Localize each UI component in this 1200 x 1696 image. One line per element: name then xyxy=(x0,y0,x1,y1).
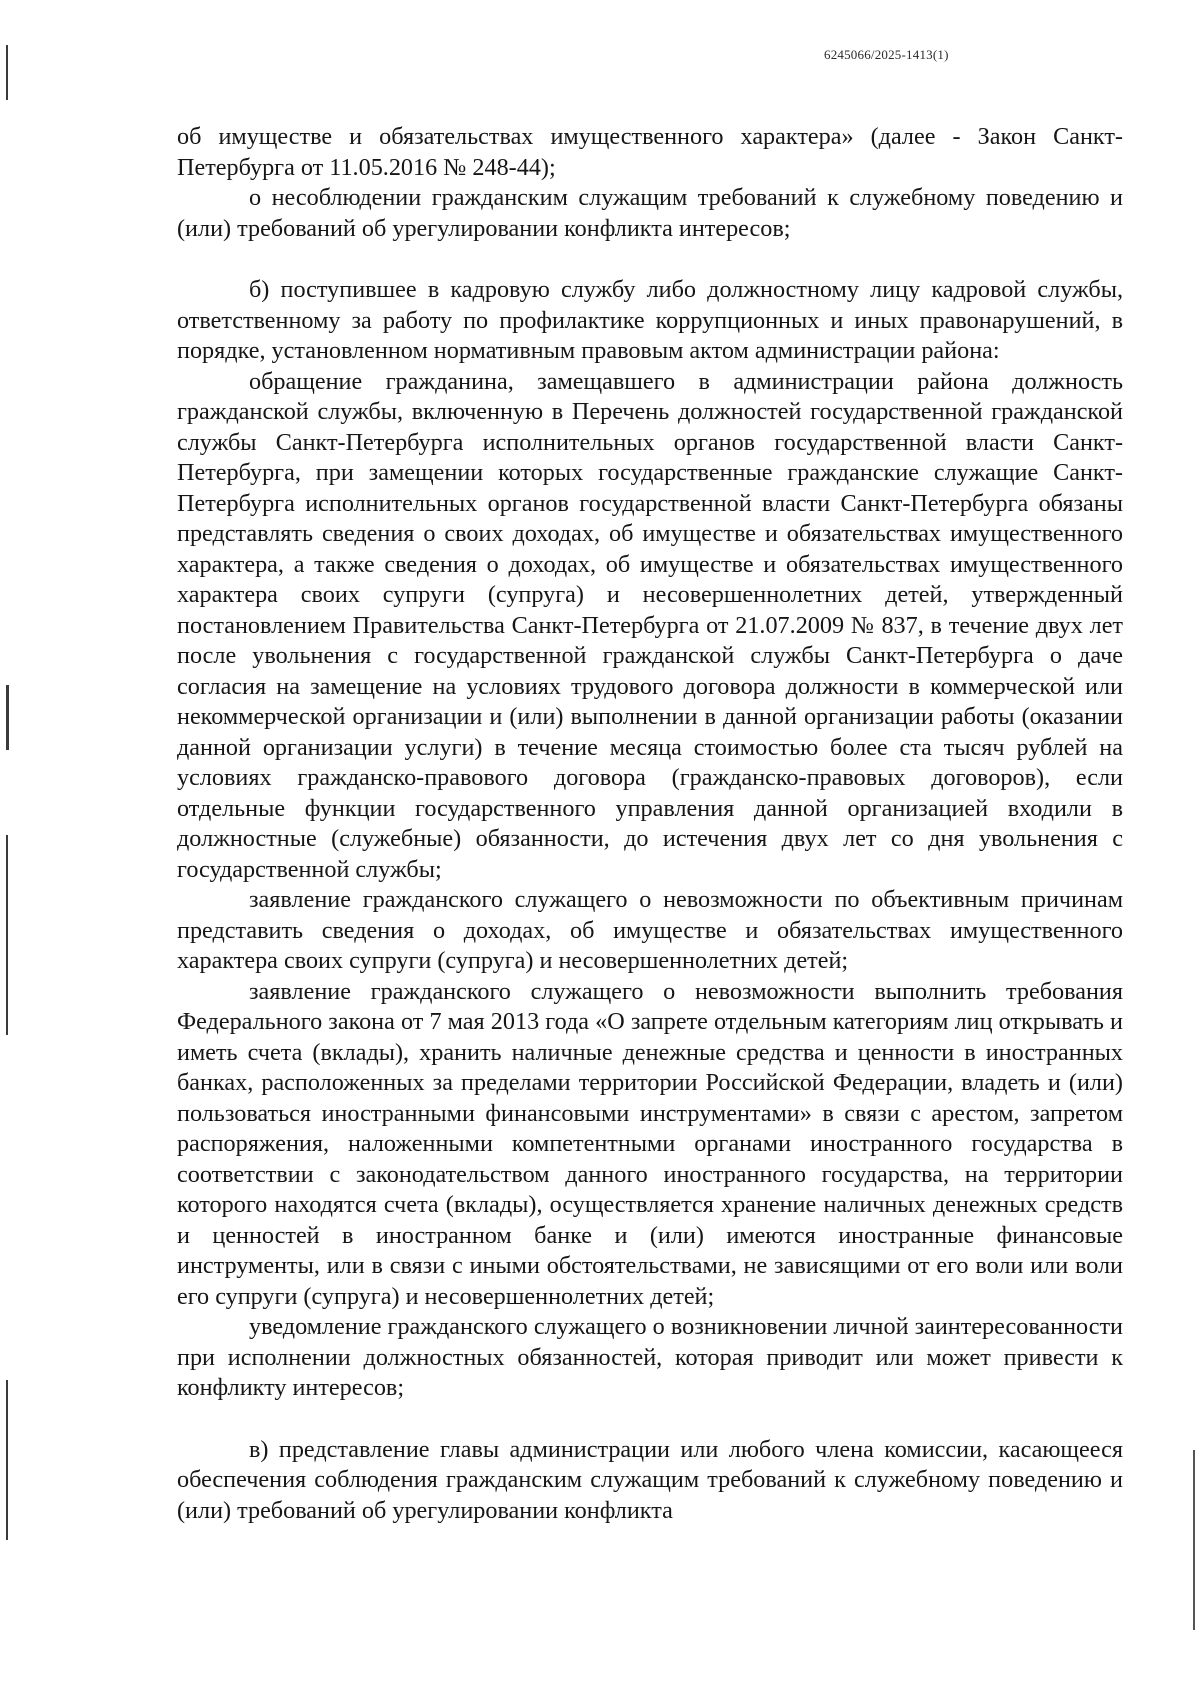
paragraph: заявление гражданского служащего о невозможности выполнить требования Федерального закона от 7 мая 2013 года «О запрете отдельным категориям лиц открывать и иметь счета (вклады), хранить наличные денежные средства и ценности в иностранных банках, расположенных за пределами территории Российской Федерации, владеть и (или) пользоваться иностранными финансовыми инструментами» в связи с арестом, запретом распоряжения, наложенными компетентными органами иностранного государства в соответствии с законодательством данного иностранного государства, на территории которого находятся счета (вклады), осуществляется хранение наличных денежных средств и ценностей в иностранном банке и (или) имеются иностранные финансовые инструменты, или в связи с иными обстоятельствами, не зависящими от его воли или воли его супруги (супруга) и несовершеннолетних детей; xyxy=(177,977,1123,1310)
scan-edge-mark xyxy=(6,1380,8,1540)
scan-edge-mark xyxy=(6,685,9,750)
paragraph: о несоблюдении гражданским служащим требований к служебному поведению и (или) требований об урегулировании конфликта интересов; xyxy=(177,184,1123,242)
paragraph: б) поступившее в кадровую службу либо должностному лицу кадровой службы, ответственному за работу по профилактике коррупционных и иных правонарушений, в порядке, установленном нормативным правовым актом администрации района: xyxy=(177,276,1123,364)
paragraph: уведомление гражданского служащего о возникновении личной заинтересованности при исполнении должностных обязанностей, которая приводит или может привести к конфликту интересов; xyxy=(177,1313,1123,1401)
paragraph: в) представление главы администрации или любого члена комиссии, касающееся обеспечения соблюдения гражданским служащим требований к служебному поведению и (или) требований об урегулировании конфликта xyxy=(177,1435,1123,1524)
document-number: 6245066/2025-1413(1) xyxy=(824,47,949,62)
scan-edge-mark xyxy=(1193,1450,1195,1630)
paragraph: заявление гражданского служащего о невозможности по объективным причинам представить сведения о доходах, об имуществе и обязательствах имущественного характера своих супруги (супруга) и несовершеннолетних детей; xyxy=(177,886,1123,974)
paragraph: об имуществе и обязательствах имущественного характера» (далее - Закон Санкт-Петербурга от 11.05.2016 № 248-44); xyxy=(177,123,1123,181)
paragraph: обращение гражданина, замещавшего в администрации района должность гражданской службы, включенную в Перечень должностей государственной гражданской службы Санкт-Петербурга исполнительных органов государственной власти Санкт-Петербурга, при замещении которых государственные гражданские служащие Санкт-Петербурга исполнительных органов государственной власти Санкт-Петербурга обязаны представлять сведения о своих доходах, об имуществе и обязательствах имущественного характера, а также сведения о доходах, об имуществе и обязательствах имущественного характера своих супруги (супруга) и несовершеннолетних детей, утвержденный постановлением Правительства Санкт-Петербурга от 21.07.2009 № 837, в течение двух лет после увольнения с государственной гражданской службы Санкт-Петербурга о даче согласия на замещение на условиях трудового договора должности в коммерческой или некоммерческой организации и (или) выполнении в данной организации работы (оказании данной организации услуги) в течение месяца стоимостью более ста тысяч рублей на условиях гражданско-правового договора (гражданско-правовых договоров), если отдельные функции государственного управления данной организацией входили в должностные (служебные) обязанности, до истечения двух лет со дня увольнения с государственной службы; xyxy=(177,367,1123,883)
document-body xyxy=(177,122,1123,1526)
scan-edge-mark xyxy=(6,835,8,1035)
scan-edge-mark xyxy=(6,45,8,100)
